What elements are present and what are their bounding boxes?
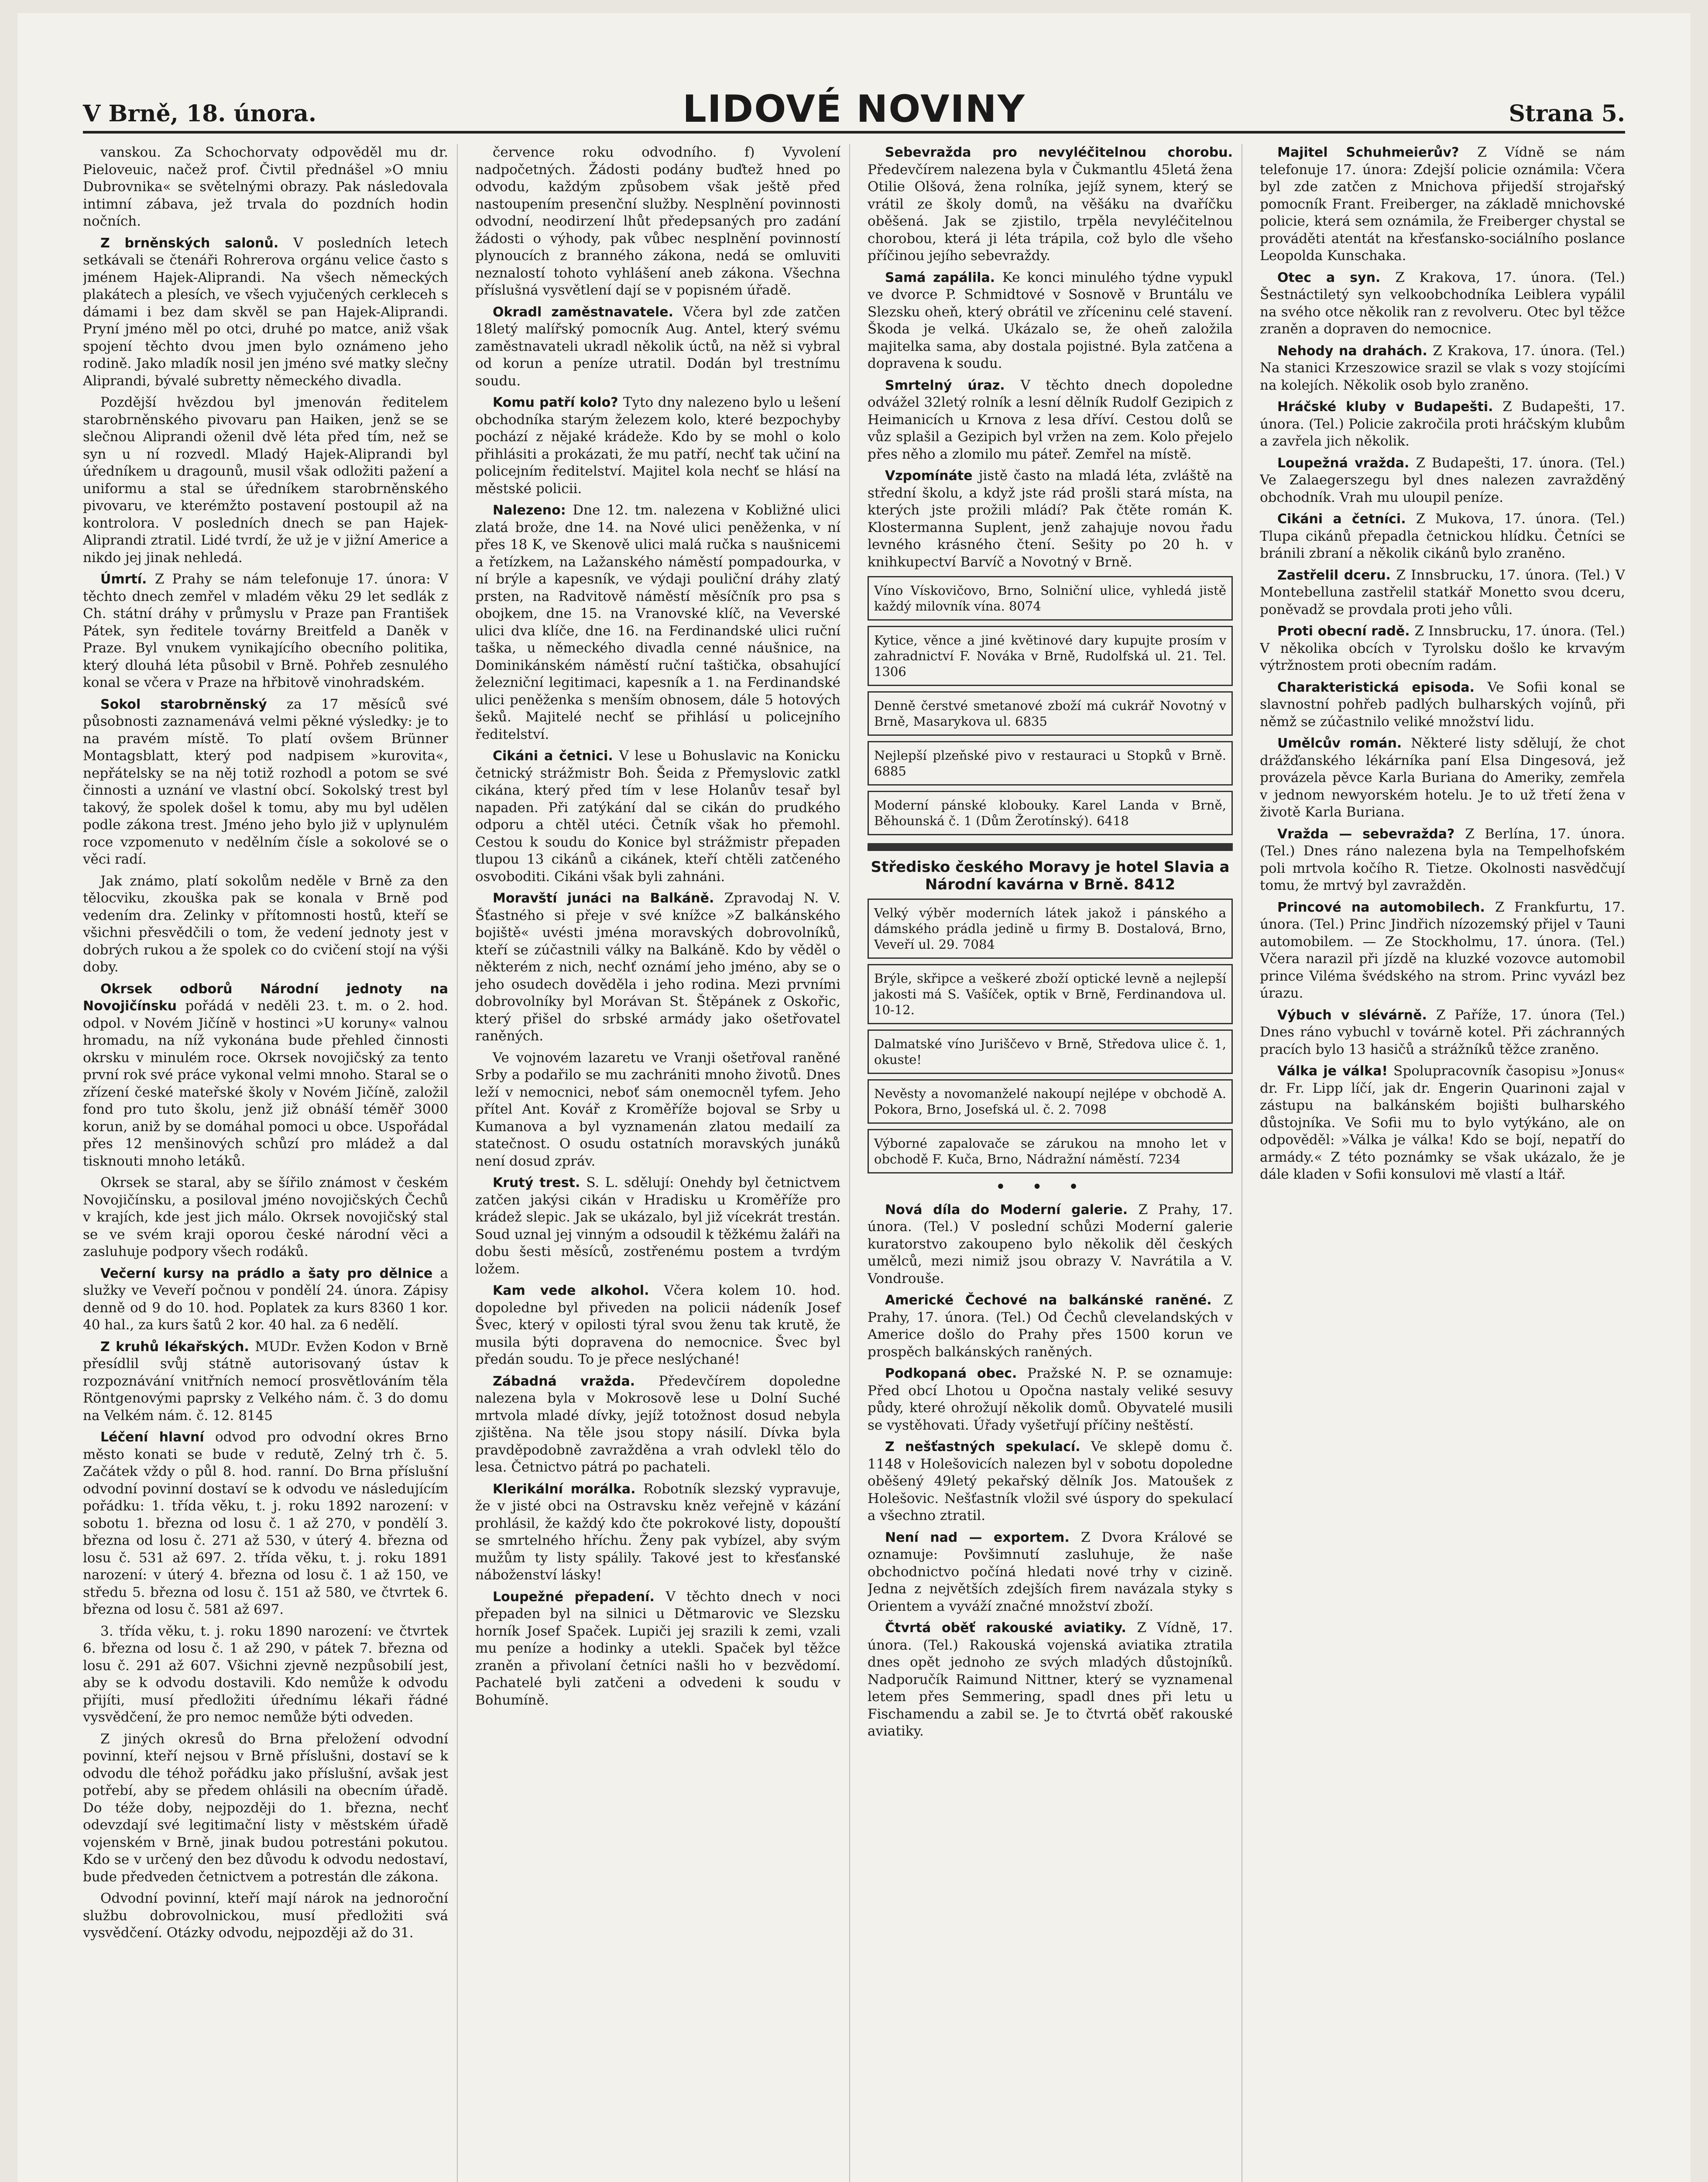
article-body: vanskou. Za Schochorvaty odpověděl mu dr. Pieloveuic, načež prof. Čivtil přednášel »O mniu Dubrovnika« se světelnými obrazy. Pak následovala intimní zábava, jež trvala do pozdních hodin nočních. bbox=[83, 144, 448, 229]
article-body: Z Innsbrucku, 17. února. (Tel.) V několika obcích v Tyrolsku došlo ke krvavým výtržnostem proti obecním radám. bbox=[1260, 623, 1625, 673]
article-headline: Loupežné přepadení. bbox=[493, 1589, 666, 1605]
article-paragraph bbox=[475, 890, 840, 1045]
article-headline: Sebevražda pro nevyléčitelnou chorobu. bbox=[885, 145, 1233, 160]
article-body: Z Prahy, 17. února. (Tel.) V poslední schůzi Moderní galerie kuratorstvo zakoupeno bylo několik děl českých umělců, mezi nimiž jsou obrazy V. Navrátila a V. Vondrouše. bbox=[868, 1201, 1233, 1287]
article-paragraph bbox=[868, 1438, 1233, 1525]
article-body: za 17 měsíců své působnosti zaznamenává velmi pěkné výsledky: je to na pravém místě. To platí ovšem Brünner Montagsblatt, který pod nadpisem »kurovita«, nepřátelsky se na něj totiž rozhodl a potom se své činnosti a uznání ve vlastní obcí. Sokolský trest byl takový, že spolek došel k tomu, aby mu byl udělen podle zákona trest. Jméno jeho bylo již v uplynulém roce vzpomenuto v nedělním čísle a sokolové se o věci radí. bbox=[83, 696, 449, 867]
article-paragraph bbox=[1260, 899, 1625, 1002]
article-paragraph bbox=[1260, 567, 1625, 619]
article-paragraph bbox=[83, 1429, 448, 1619]
article-body: Ve vojnovém lazaretu ve Vranji ošetřoval raněné Srby a podařilo se mu zachrániti mnoho životů. Dnes leží v nemocnici, neboť sám onemocněl tyfem. Jeho přítel Ant. Kovář z Kroměříže bojoval se Srby u Kumanova a byl vyznamenán zlatou medailí za statečnost. O osudu ostatních moravských junáků není dosud zpráv. bbox=[475, 1050, 840, 1169]
article-headline: Večerní kursy na prádlo a šaty pro dělnice bbox=[100, 1266, 440, 1281]
article-paragraph bbox=[1260, 679, 1625, 731]
article-paragraph bbox=[1260, 343, 1625, 395]
article-paragraph bbox=[475, 1373, 840, 1476]
column-2 bbox=[475, 144, 850, 2182]
article-paragraph bbox=[475, 304, 840, 390]
article-body: Z Innsbrucku, 17. února. (Tel.) V Montebelluna zastřelil statkář Monetto svou dceru, poněvadž se provdala proti jeho vůli. bbox=[1260, 567, 1625, 618]
article-body: Dne 12. tm. nalezena v Kobližné ulici zlatá brože, dne 14. na Nové ulici peněženka, v ní přes 18 K, ve Skenově ulici malá ručka s naušnicemi a řetízkem, na Lažanského náměstí pompadourka, v ní brýle a kapesník, ve výdaji pouliční dráhy zlatý prsten, na Radvitově náměstí měsíčník pro psa s obojkem, dne 15. na Vranovské klíč, na Veverské ulici dva klíče, dne 16. na Ferdinandské ulici ruční taška, u německého divadla cenné náušnice, na Dominikánském náměstí ruční taštička, obsahující železniční legitimaci, kapesník a 1. na Ferdinandské ulici peněženka s menším obnosem, dále 5 hotových šeků. Majitelé nechť se přihlásí u policejního ředitelství. bbox=[475, 502, 840, 742]
article-headline: Vražda — sebevražda? bbox=[1277, 826, 1465, 842]
advertisement: Brýle, skřipce a veškeré zboží optické levně a nejlepší jakosti má S. Vašíček, optik v Brně, Ferdinandova ul. 10-12. bbox=[868, 964, 1233, 1024]
section-rule bbox=[868, 843, 1233, 851]
article-headline: Nalezeno: bbox=[493, 503, 573, 518]
article-body: odvod pro odvodní okres Brno město konati se bude v redutě, Zelný trh č. 5. Začátek vždy o půl 8. hod. ranní. Do Brna příslušní odvodní povinní dostaví se k odvodu ve následujícím pořádku: 1. třída věku, t. j. roku 1892 narození: v sobotu 1. března od losu č. 1 až 270, v pondělí 3. března od losu č. 271 až 530, v úterý 4. března od losu č. 531 až 697. 2. třída věku, t. j. roku 1891 narození: v úterý 4. března od losu č. 1 až 150, ve středu 5. března od losu č. 151 až 580, ve čtvrtek 6. března od losu č. 581 až 697. bbox=[83, 1429, 449, 1617]
article-paragraph bbox=[1260, 735, 1625, 821]
article-paragraph bbox=[83, 1623, 448, 1726]
article-paragraph bbox=[475, 1481, 840, 1584]
article-paragraph bbox=[83, 235, 448, 390]
article-body: Předevčírem nalezena byla v Čukmantlu 45letá žena Otilie Olšová, žena rolníka, jejíž synem, který se vrátil ze školy domů, na věšáku na dvaříčku oběšená. Jak se zjistilo, trpěla nevyléčitelnou chorobou, která ji léta trápila, což bylo dle všeho příčinou jejího sebevraždy. bbox=[868, 161, 1233, 264]
article-headline: Okradl zaměstnavatele. bbox=[493, 304, 683, 320]
article-body: jistě často na mladá léta, zvláště na střední školu, a když jste rád prošli stará místa, na kterých jste prožili mládí? Pak čtěte román K. Klostermanna Suplent, jenž zahajuje novou řadu levného krásného čtení. Sešity po 20 h. v knihkupectví Barvíč a Novotný v Brně. bbox=[868, 468, 1233, 570]
article-headline: Princové na automobilech. bbox=[1277, 899, 1495, 915]
article-body: Odvodní povinní, kteří mají nárok na jednoroční službu dobrovolnickou, musí předložiti svá vysvědčení. Otázky odvodu, nejpozději až do 31. bbox=[83, 1890, 448, 1941]
article-paragraph bbox=[868, 1529, 1233, 1616]
article-body: Tyto dny nalezeno bylo u lešení obchodníka starým železem kolo, které bezpochyby pochází z nějaké krádeže. Kdo by se mohl o kolo přihlásiti a prokázati, že mu patří, nechť tak učiní na policejním ředitelství. Majitel kola nechť se hlásí na městské policii. bbox=[475, 395, 840, 497]
article-paragraph bbox=[1260, 511, 1625, 563]
article-headline: Samá zapálila. bbox=[885, 270, 1002, 285]
article-headline: Cikáni a četnici. bbox=[493, 748, 619, 764]
article-headline: Podkopaná obec. bbox=[885, 1366, 1028, 1381]
article-body: Z Prahy se nám telefonuje 17. února: V těchto dnech zemřel v mladém věku 29 let sedlák z Ch. státní dráhy v průmyslu v Praze pan František Pátek, syn ředitele továrny Breitfeld a Daněk v Praze. Byl vnukem vynikajícího obecního politika, který dlouhá léta působil v Brně. Pohřeb zesnulého konal se včera v Praze na hřbitově vinohradském. bbox=[83, 571, 448, 690]
article-headline: Komu patří kolo? bbox=[493, 395, 623, 410]
article-headline: Klerikální morálka. bbox=[493, 1481, 644, 1497]
article-paragraph bbox=[475, 748, 840, 885]
article-body: pořádá v neděli 23. t. m. o 2. hod. odpol. v Novém Jičíně v hostinci »U koruny« valnou hromadu, na níž vykonána bude přehled činnosti okrsku v minulém roce. Okrsek novojičský za tento první rok své práce vykonal velmi mnoho. Staral se o zřízení české mateřské školy v Novém Jičíně, založil fond pro tuto školu, jenž již obnáší téměř 3000 korun, aniž by se domáhal pomoci u obce. Uspořádal přes 12 menšinových schůzí pro mládež a dal tisknouti mnoho letáků. bbox=[83, 998, 448, 1169]
article-body: Z Budapešti, 17. února. (Tel.) Ve Zalaegerszegu byl dnes nalezen zavražděný obchodník. Vrah mu uloupil peníze. bbox=[1260, 455, 1625, 505]
article-headline: Umělcův román. bbox=[1277, 736, 1411, 751]
article-body: Ve sklepě domu č. 1148 v Holešovicích nalezen byl v sobotu dopoledne oběšený 49letý pekařský dělník Jos. Matoušek z Holešovic. Nešťastník vložil své úspory do spekulací a všechno ztratil. bbox=[868, 1439, 1233, 1523]
article-body: V těchto dnech v noci přepaden byl na silnici u Dětmarovic ve Slezsku horník Josef Spaček. Lupiči jej srazili k zemi, vzali mu peníze a hodinky a utekli. Spaček byl těžce zraněn a přivolaní četníci našli ho v bezvědomí. Pachatelé byli zatčeni a odvedeni k soudu v Bohumíně. bbox=[475, 1588, 840, 1708]
article-body: Některé listy sdělují, že chot drážďanského lékárníka paní Elsa Dingesová, jež provázela pěvce Karla Buriana do Ameriky, zemřela v jednom newyorském hotelu. Je to už třetí žena v životě Karla Buriana. bbox=[1260, 735, 1625, 820]
article-headline: Otec a syn. bbox=[1277, 270, 1396, 285]
advertisement: Víno Vískovičovo, Brno, Solniční ulice, vyhledá jistě každý milovník vína. 8074 bbox=[868, 576, 1233, 621]
article-headline: Výbuch v slévárně. bbox=[1277, 1007, 1437, 1023]
article-paragraph bbox=[83, 1890, 448, 1942]
advertisement: Nejlepší plzeňské pivo v restauraci u Stopků v Brně. 6885 bbox=[868, 741, 1233, 786]
article-headline: Úmrtí. bbox=[100, 572, 155, 587]
article-paragraph bbox=[475, 144, 840, 299]
article-body: Okrsek se staral, aby se šířilo známost v českém Novojičínsku, a posiloval jméno novojičských Čechů v krajích, kde jest jich málo. Okrsek novojičský stal se ve svém kraji oporou české národní věci a zasluhuje podpory všech rodáků. bbox=[83, 1175, 448, 1259]
newspaper-page bbox=[17, 13, 1691, 2182]
article-headline: Vzpomínáte bbox=[885, 468, 979, 484]
article-body: V těchto dnech dopoledne odvážel 32letý rolník a lesní dělník Rudolf Gezipich z Heimanicích u Krnova z lesa dříví. Cestou dolů se vůz splašil a Gezipich byl vržen na zem. Kolo přejelo přes něho a zlomilo mu páteř. Zemřel na místě. bbox=[868, 377, 1233, 462]
section-separator: ••• bbox=[995, 1177, 1105, 1197]
article-paragraph bbox=[1260, 398, 1625, 450]
article-headline: Kam vede alkohol. bbox=[493, 1283, 664, 1298]
article-body: Z Mukova, 17. února. (Tel.) Tlupa cikánů přepadla četnickou hlídku. Četníci se bránili zbraní a několik cikánů bylo zraněno. bbox=[1260, 511, 1625, 561]
article-body: Z Paříže, 17. února (Tel.) Dnes ráno vybuchl v továrně kotel. Při záchranných pracích bylo 13 hasičů a strážníků těžce zraněno. bbox=[1260, 1007, 1625, 1057]
article-body: V lese u Bohuslavic na Konicku četnický strážmistr Boh. Šeida z Přemyslovic zatkl cikána, který před tím v lese Holanův tesař byl napaden. Při zatýkání dal se cikán do prudkého odporu a chtěl utéci. Četník však ho přemohl. Cestou k soudu do Konice byl strážmistr přepaden tlupou 13 cikánů a cikánek, kteří chtěli zatčeného osvoboditi. Cikáni však byli zahnáni. bbox=[475, 748, 840, 885]
article-headline: Loupežná vražda. bbox=[1277, 455, 1416, 471]
article-body: Jak známo, platí sokolům neděle v Brně za den tělocviku, zkouška pak se konala v Brně pod vedením dra. Zelinky v přítomnosti hostů, kteří se všichni přesvědčili o tom, že vedení jednoty jest v dobrých rukou a že spolek co do cvičení stojí na výši doby. bbox=[83, 873, 448, 975]
article-body: V posledních letech setkávali se čtenáři Rohrerova orgánu velice často s jménem Hajek-Aliprandi. Na všech německých plakátech a plesích, ve všech vyjučených cerkleceh s dámami i bez dam skvěl se pan Hajek-Aliprandi. Pryní jméno měl po otci, druhé po matce, aniž však spojení těchto dvou jmen bylo oznámeno jeho rodině. Jako mladík nosil jen jméno své matky slečny Aliprandi, bývalé subretty německého divadla. bbox=[83, 235, 448, 389]
article-headline: Hráčské kluby v Budapešti. bbox=[1277, 399, 1503, 415]
article-paragraph bbox=[868, 1201, 1233, 1288]
article-headline: Nová díla do Moderní galerie. bbox=[885, 1202, 1139, 1218]
article-body: Z Frankfurtu, 17. února. (Tel.) Princ Jindřich nízozemský přijel v Tauni automobilem. — Ze Stockholmu, 17. února. (Tel.) Včera narazil při jízdě na kluzké vozovce automobil prince Viléma švédského na strom. Princ vyvázl bez úrazu. bbox=[1260, 899, 1625, 1001]
article-headline: Zábadná vražda. bbox=[493, 1373, 659, 1389]
article-headline: Krutý trest. bbox=[493, 1175, 586, 1190]
article-headline: Léčení hlavní bbox=[100, 1430, 215, 1445]
article-paragraph bbox=[475, 1282, 840, 1369]
article-headline: Zastřelil dceru. bbox=[1277, 567, 1396, 583]
column-1 bbox=[83, 144, 458, 2182]
article-body: Ve Sofii konal se slavnostní pohřeb padlých bulharských vojínů, při němž se zúčastnilo veliké množství lidu. bbox=[1260, 679, 1625, 730]
article-paragraph bbox=[475, 1588, 840, 1709]
article-paragraph bbox=[83, 981, 448, 1170]
article-paragraph bbox=[1260, 144, 1625, 265]
article-paragraph bbox=[1260, 826, 1625, 895]
article-paragraph bbox=[868, 269, 1233, 373]
article-paragraph bbox=[1260, 623, 1625, 675]
article-headline: Smrtelný úraz. bbox=[885, 377, 1021, 393]
masthead bbox=[83, 83, 1625, 134]
article-paragraph bbox=[83, 873, 448, 976]
article-headline: Čtvrtá oběť rakouské aviatiky. bbox=[885, 1620, 1137, 1636]
article-paragraph bbox=[83, 1265, 448, 1334]
article-body: MUDr. Evžen Kodon v Brně přesídlil svůj státně autorisovaný ústav k rozpoznávání vnitřních nemocí prosvětlováním těla Röntgenovými paprsky z Velkého nám. č. 3 do domu na Velkém nám. č. 12. 8145 bbox=[83, 1338, 448, 1424]
article-headline: Okrsek odborů Národní jednoty na Novojičínsku bbox=[83, 981, 448, 1014]
article-body: Předevčírem dopoledne nalezena byla v Mokrosově lese u Dolní Suché mrtvola mladé dívky, jejíž totožnost dosud nebyla zjištěna. Na těle jsou stopy násilí. Dívka byla pravděpodobně zavražděna a vrah odvlekl tělo do lesa. Četnictvo pátrá po pachateli. bbox=[475, 1373, 840, 1475]
article-paragraph bbox=[83, 1174, 448, 1261]
article-paragraph bbox=[1260, 455, 1625, 507]
page-number: Strana 5. bbox=[1509, 100, 1625, 127]
article-body: 3. třída věku, t. j. roku 1890 narození: ve čtvrtek 6. března od losu č. 1 až 290, v pátek 7. března od losu č. 291 až 607. Všichni zjevně nezpůsobilí jest, aby se k odvodu dostavili. Kdo nemůže k odvodu přijíti, musí předložiti úřednímu lékaři řádné vysvědčení, že pro nemoc nemůže býti odveden. bbox=[83, 1623, 448, 1725]
advertisement: Kytice, věnce a jiné květinové dary kupujte prosím v zahradnictví F. Nováka v Brně, Rudolfská ul. 21. Tel. 1306 bbox=[868, 626, 1233, 686]
article-headline: Válka je válka! bbox=[1277, 1064, 1394, 1079]
column-4 bbox=[1260, 144, 1625, 2182]
place-date: V Brně, 18. února. bbox=[83, 100, 316, 127]
article-body: Z jiných okresů do Brna přeložení odvodní povinní, kteří nejsou v Brně příslušni, dostaví se k odvodu dle téhož pořádku jako příslušní, avšak jest potřebí, aby se předem ohlásili na obecním úřadě. Do téže doby, nejpozději do 1. března, nechť odevzdají své legitimační listy v městském úřadě vojenském v Brně, jinak budou potrestáni pokutou. Kdo se v určený den bez důvodu k odvodu nedostaví, bude předveden četnictvem a potrestán dle zákona. bbox=[83, 1731, 448, 1885]
article-body: Z Krakova, 17. února. (Tel.) Šestnáctiletý syn velkoobchodníka Leiblera vypálil na svého otce několik ran z revolveru. Otec byl těžce zraněn a dopraven do nemocnice. bbox=[1260, 269, 1625, 337]
advertisement: Moderní pánské klobouky. Karel Landa v Brně, Běhounská č. 1 (Dům Žerotínský). 6418 bbox=[868, 791, 1233, 835]
article-paragraph bbox=[83, 1731, 448, 1886]
article-body: Pozdější hvězdou byl jmenován ředitelem starobrněnského pivovaru pan Haiken, jenž se se slečnou Aliprandi oženil dvě léta před tím, než se syn u ní rozvedl. Mladý Hajek-Aliprandi byl úředníkem u dragounů, musil však odložiti pažení a uniformu a stal se úředníkem starobrněnského pivovaru, ve kterémžto postavení postoupil až na kontrolora. V posledních dnech se pan Hajek-Aliprandi ztratil. Lidé tvrdí, že už je v jižní Americe a nikdo jej jinak nehledá. bbox=[83, 395, 448, 566]
article-headline: Cikáni a četníci. bbox=[1277, 511, 1416, 527]
article-headline: Americké Čechové na balkánské raněné. bbox=[885, 1293, 1224, 1308]
article-headline: Proti obecní radě. bbox=[1277, 624, 1415, 639]
column-3 bbox=[868, 144, 1242, 2182]
article-paragraph bbox=[475, 394, 840, 497]
article-body: a služky ve Veveří počnou v pondělí 24. února. Zápisy denně od 9 do 10. hod. Poplatek za kurs 8360 1 kor. 40 hal., za kurs šatů 2 kor. 40 hal. za 6 nedělí. bbox=[83, 1265, 448, 1333]
article-paragraph bbox=[83, 1338, 448, 1425]
advertisement: Dalmatské víno Juriščevo v Brně, Středova ulice č. 1, okuste! bbox=[868, 1029, 1233, 1074]
advertisement: Výborné zapalovače se zárukou na mnoho let v obchodě F. Kuča, Brno, Nádražní náměstí. 7234 bbox=[868, 1129, 1233, 1173]
article-headline: Není nad — exportem. bbox=[885, 1530, 1081, 1545]
article-headline: Majitel Schuhmeierův? bbox=[1277, 145, 1478, 160]
article-body: Spolupracovník časopisu »Jonus« dr. Fr. Lipp líčí, jak dr. Engerin Quarinoni zajal v zástupu na balkánském bojišti bulharského důstojníka. Ve Sofii mu to bylo vytýkáno, ale on odpověděl: »Válka je válka! Kdo se bojí, nepatří do armády.« Z této poznámky se však ukázalo, že je dále kladen v Sofii konsulovi mě vlastí a ltář. bbox=[1260, 1063, 1625, 1182]
article-columns bbox=[83, 144, 1625, 2182]
article-headline: Nehody na drahách. bbox=[1277, 343, 1433, 359]
article-body: Z Dvora Králové se oznamuje: Povšimnutí zasluhuje, že naše obchodnictvo počíná hledati nové trhy v cizině. Jedna z největších zdejších firem navázala styky s Orientem a vyváží značné množství zboží. bbox=[868, 1529, 1233, 1614]
article-body: Z Budapešti, 17. února. (Tel.) Policie zakročila proti hráčským klubům a zavřela jich několik. bbox=[1260, 399, 1625, 449]
article-paragraph bbox=[83, 571, 448, 692]
advertisement: Nevěsty a novomanželé nakoupí nejlépe v obchodě A. Pokora, Brno, Josefská ul. č. 2. 7098 bbox=[868, 1079, 1233, 1124]
article-body: Z Vídně, 17. února. (Tel.) Rakouská vojenská aviatika ztratila dnes opět jednoho ze svých mladých důstojníků. Nadporučík Raimund Nittner, který se vyznamenal letem přes Semmering, spadl dnes při letu u Fischamendu a zabil se. Je to čtvrtá oběť rakouské aviatiky. bbox=[868, 1620, 1233, 1739]
advertisement: Denně čerstvé smetanové zboží má cukrář Novotný v Brně, Masarykova ul. 6835 bbox=[868, 691, 1233, 736]
article-paragraph bbox=[1260, 269, 1625, 338]
article-paragraph bbox=[83, 394, 448, 566]
article-body: Z Krakova, 17. února. (Tel.) Na stanici Krzeszowice srazil se vlak s vozy stojícími na kolejích. Několik osob bylo zraněno. bbox=[1260, 343, 1625, 393]
article-paragraph bbox=[868, 1292, 1233, 1361]
article-paragraph bbox=[83, 696, 448, 868]
article-paragraph bbox=[475, 1050, 840, 1170]
article-paragraph bbox=[868, 1365, 1233, 1434]
article-headline: Moravští junáci na Balkáně. bbox=[493, 891, 724, 906]
article-paragraph bbox=[868, 467, 1233, 571]
article-body: Z Prahy, 17. února. (Tel.) Od Čechů clevelandských v Americe došlo do Prahy přes 1500 korun ve prospěch balkánských raněných. bbox=[868, 1292, 1233, 1360]
section-heading: Středisko českého Moravy je hotel Slavia a Národní kavárna v Brně. 8412 bbox=[871, 858, 1230, 893]
article-headline: Z brněnských salonů. bbox=[100, 235, 294, 251]
article-body: Pražské N. P. se oznamuje: Před obcí Lhotou u Opočna nastaly veliké sesuvy půdy, které ohrožují několik domů. Obyvatelé musili se vystěhovati. Úřady vyšetřují příčiny neštěstí. bbox=[868, 1365, 1233, 1433]
article-paragraph bbox=[868, 1619, 1233, 1740]
article-paragraph bbox=[868, 144, 1233, 265]
article-headline: Z kruhů lékařských. bbox=[100, 1339, 255, 1355]
article-paragraph bbox=[83, 144, 448, 230]
article-body: Z Berlína, 17. února. (Tel.) Dnes ráno nalezena byla na Tempelhofském poli mrtvola kočího R. Tietze. Okolnosti nasvědčují tomu, že mrtvý byl zavražděn. bbox=[1260, 826, 1625, 893]
article-paragraph bbox=[1260, 1063, 1625, 1184]
article-headline: Z nešťastných spekulací. bbox=[885, 1439, 1091, 1455]
article-headline: Sokol starobrněnský bbox=[100, 696, 287, 712]
newspaper-title: LIDOVÉ NOVINY bbox=[683, 87, 1025, 131]
article-paragraph bbox=[475, 1174, 840, 1278]
article-body: Včera byl zde zatčen 18letý malířský pomocník Aug. Antel, který svému zaměstnavateli ukradl několik úctů, na něž si vybral od korun a peníze utratil. Dodán byl trestnímu soudu. bbox=[475, 304, 841, 389]
article-body: července roku odvodního. f) Vyvolení nadpočetných. Žádosti podány buďtež hned po odvodu, každým způsobem však ještě před nastoupením presenční služby. Nesplnění povinnosti odvodní, neodirzení lhůt předepsaných pro zadání žádosti o výhody, pak vůbec nesplnění povinností plynoucích z branného zákona, nedá se omluviti neznalostí tohoto vyhlášení aneb zákona. Všechna příslušná vysvětlení dají se v popisném úřadě. bbox=[475, 144, 840, 298]
article-headline: Charakteristická episoda. bbox=[1277, 679, 1488, 695]
article-paragraph bbox=[868, 377, 1233, 463]
article-body: S. L. sdělují: Onehdy byl četnictvem zatčen jakýsi cikán v Hradisku u Kroměříže pro krádež slepic. Jak se ukázalo, byl již vícekrát trestán. Soud uznal jej vinným a odsoudil k těžkému žaláři na dobu šesti měsíců, zostřenému postem a tvrdým ložem. bbox=[475, 1175, 840, 1277]
article-paragraph bbox=[1260, 1007, 1625, 1059]
article-paragraph bbox=[475, 502, 840, 743]
advertisement: Velký výběr moderních látek jakož i pánského a dámského prádla jedině u firmy B. Dostalová, Brno, Veveří ul. 29. 7084 bbox=[868, 899, 1233, 959]
article-body: Zpravodaj N. V. Šťastného si přeje v své knížce »Z balkánského bojiště« uvésti jména moravských dobrovolníků, kteří se zúčastnili války na Balkáně. Kdo by věděl o některém z nich, nechť oznámí jeho jméno, aby se o jeho osudech dověděla i jeho rodina. Mezi prvními dobrovolníky byl Morávan St. Štěpánek z Oskořic, který přišel do srbské armády jako ošetřovatel raněných. bbox=[475, 890, 840, 1044]
article-body: Z Vídně se nám telefonuje 17. února: Zdejší policie oznámila: Včera byl zde zatčen z Mnichova přijedší strojařský pomocník Frant. Freiberger, na základě mnichovské policie, která sem oznámila, že Freiberger chystal se prováděti atentát na křesťansko-sociálního poslance Leopolda Kunschaka. bbox=[1260, 144, 1625, 264]
article-body: Ke konci minulého týdne vypukl ve dvorce P. Schmidtové v Sosnově v Bruntálu ve Slezsku oheň, který obrátil ve zříceninu celé stavení. Škoda je velká. Ukázalo se, že oheň založila majitelka sama, aby dostala pojistné. Byla zatčena a dopravena k soudu. bbox=[868, 269, 1233, 371]
article-body: Robotník slezský vypravuje, že v jisté obci na Ostravsku kněz veřejně v kázání prohlásil, že každý kdo čte pokrokové listy, dopouští se smrtelného hříchu. Ženy pak vybízel, aby svým mužům ty listy spálily. Takové jest to křesťanské náboženství lásky! bbox=[475, 1481, 841, 1583]
article-body: Včera kolem 10. hod. dopoledne byl přiveden na policii nádeník Josef Švec, který v opilosti týral svou ženu tak krutě, že musila býti dopravena do nemocnice. Švec byl předán soudu. To je přece neslýchané! bbox=[475, 1283, 840, 1367]
